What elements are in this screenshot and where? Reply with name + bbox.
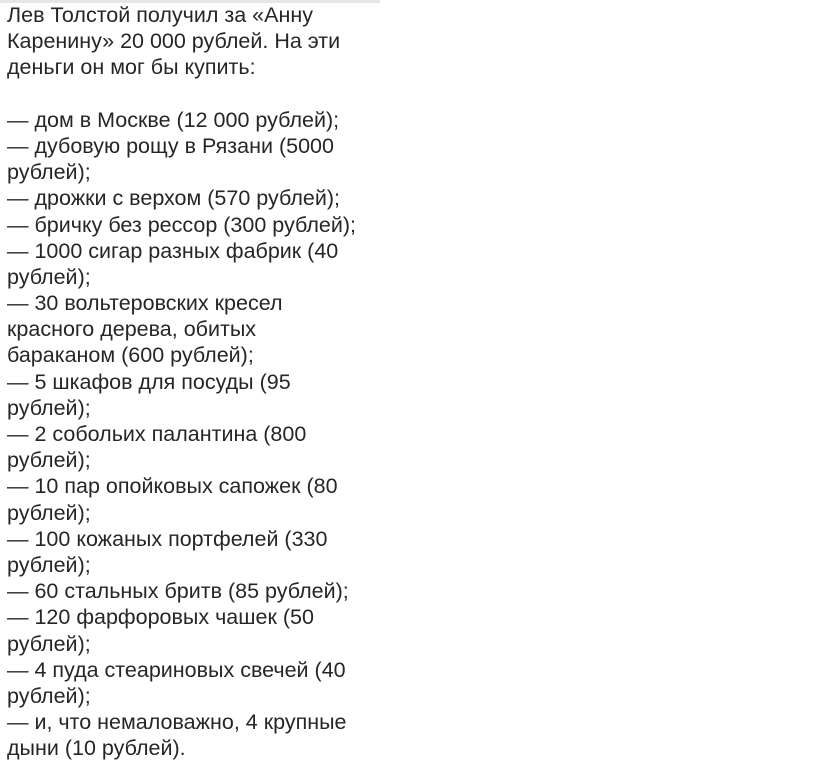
- list-item-line: рублей);: [7, 552, 91, 577]
- list-item: [7, 473, 377, 525]
- list-item: [7, 578, 377, 604]
- paragraph-gap: [7, 81, 377, 107]
- list-item-line: — 2 собольих палантина (800: [7, 422, 307, 446]
- list-item-line: — 100 кожаных портфелей (330: [7, 526, 328, 551]
- list-item-line: красного дерева, обитых: [7, 317, 257, 342]
- list-item-line: — 60 стальных бритв (85 рублей);: [7, 579, 349, 604]
- list-item-line: — 1000 сигар разных фабрик (40: [7, 238, 339, 263]
- list-item-line: рублей);: [7, 500, 91, 525]
- post-text: [7, 2, 377, 761]
- list-item-line: рублей);: [7, 631, 91, 656]
- list-item: [7, 290, 377, 369]
- list-item: [7, 604, 377, 656]
- list-item-line: — дрожки с верхом (570 рублей);: [7, 186, 340, 211]
- list-item-line: рублей);: [7, 264, 91, 289]
- list-item: [7, 185, 377, 211]
- intro-paragraph: [7, 2, 377, 81]
- list-item-line: — бричку без рессор (300 рублей);: [7, 212, 356, 237]
- list-item-line: дыни (10 рублей).: [7, 736, 186, 761]
- list-item-line: рублей);: [7, 160, 91, 185]
- list-item: [7, 421, 377, 473]
- intro-line: Лев Толстой получил за «Анну: [7, 3, 313, 27]
- list-item: [7, 133, 377, 185]
- intro-line: Каренину» 20 000 рублей. На эти: [7, 29, 341, 54]
- purchase-list: [7, 107, 377, 762]
- list-item: [7, 107, 377, 133]
- list-item-line: — 120 фарфоровых чашек (50: [7, 605, 314, 630]
- list-item-line: — и, что немаловажно, 4 крупные: [7, 710, 347, 735]
- list-item-line: — 10 пар опойковых сапожек (80: [7, 474, 338, 499]
- list-item-line: — дом в Москве (12 000 рублей);: [7, 107, 340, 132]
- list-item: [7, 238, 377, 290]
- list-item-line: бараканом (600 рублей);: [7, 343, 254, 368]
- list-item-line: рублей);: [7, 683, 91, 708]
- list-item: [7, 369, 377, 421]
- list-item-line: — 30 вольтеровских кресел: [7, 291, 283, 316]
- list-item: [7, 657, 377, 709]
- list-item-line: — дубовую рощу в Рязани (5000: [7, 133, 334, 158]
- list-item: [7, 526, 377, 578]
- list-item-line: рублей);: [7, 448, 91, 473]
- list-item: [7, 212, 377, 238]
- list-item-line: — 4 пуда стеариновых свечей (40: [7, 657, 346, 682]
- list-item: [7, 709, 377, 761]
- intro-line: деньги он мог бы купить:: [7, 55, 256, 80]
- list-item-line: — 5 шкафов для посуды (95: [7, 369, 291, 394]
- list-item-line: рублей);: [7, 395, 91, 420]
